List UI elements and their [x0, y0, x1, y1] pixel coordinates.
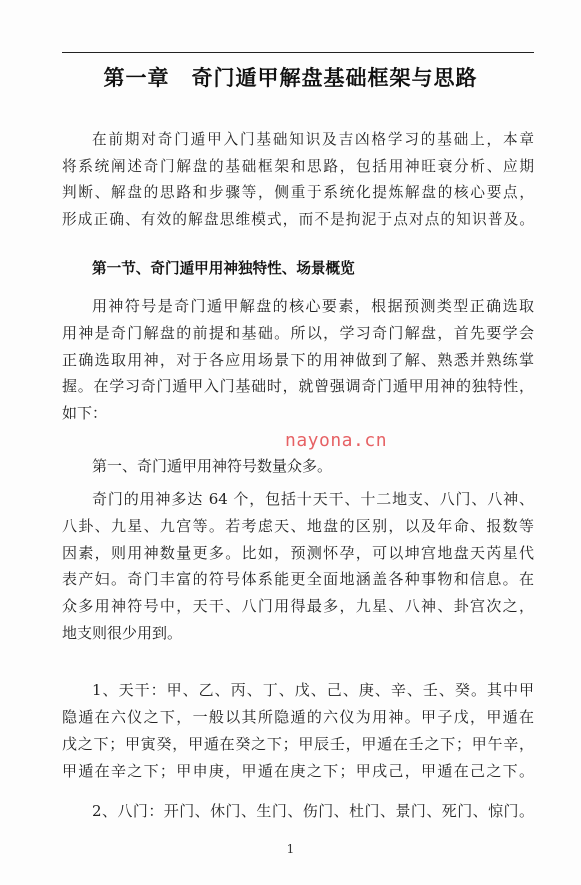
intro-line: 形成正确、有效的解盘思维模式，而不是拘泥于点对点的知识普及。 — [62, 210, 534, 228]
paragraph-line: 表产妇。奇门丰富的符号体系能更全面地涵盖各种事物和信息。在 — [62, 570, 534, 589]
paragraph-line: 隐遁在六仪之下，一般以其所隐遁的六仪为用神。甲子戊，甲遁在 — [62, 708, 534, 726]
paragraph-line: 地支则很少用到。 — [62, 623, 183, 642]
list-item-tiangan — [62, 677, 534, 785]
section-heading: 第一节、奇门遁甲用神独特性、场景概览 — [92, 260, 355, 277]
paragraph-line: 奇门的用神多达 64 个，包括十天干、十二地支、八门、八神、 — [92, 490, 534, 508]
header-rule — [62, 52, 534, 53]
paragraph-line: 八卦、九星、九宫等。若考虑天、地盘的区别，以及年命、报数等 — [62, 516, 534, 535]
paragraph-line: 用神是奇门解盘的前提和基础。所以，学习奇门解盘，首先要学会 — [62, 323, 534, 342]
paragraph-line: 如下： — [62, 404, 108, 423]
paragraph-line: 戊之下；甲寅癸，甲遁在癸之下；甲辰壬，甲遁在壬之下；甲午辛， — [62, 735, 534, 753]
paragraph-line: 甲遁在辛之下；甲申庚，甲遁在庚之下；甲戌己，甲遁在己之下。 — [62, 762, 534, 780]
paragraph-line: 用神符号是奇门遁甲解盘的核心要素，根据预测类型正确选取 — [92, 297, 534, 315]
sub-heading — [62, 453, 534, 480]
list-item-bamen — [62, 798, 534, 825]
intro-line: 在前期对奇门遁甲入门基础知识及吉凶格学习的基础上，本章 — [92, 131, 534, 148]
paragraph-line: 正确选取用神，对于各应用场景下的用神做到了解、熟悉并熟练掌 — [62, 350, 534, 369]
intro-line: 判断、解盘的思路和步骤等，侧重于系统化提炼解盘的核心要点， — [62, 184, 534, 201]
intro-paragraph — [62, 127, 534, 233]
paragraph-line: 2、八门：开门、休门、生门、伤门、杜门、景门、死门、惊门。 — [92, 802, 534, 820]
section-paragraph — [62, 293, 534, 427]
paragraph-line: 握。在学习奇门遁甲入门基础时，就曾强调奇门遁甲用神的独特性， — [62, 377, 534, 396]
paragraph-line: 1、天干：甲、乙、丙、丁、戊、己、庚、辛、壬、癸。其中甲 — [92, 681, 534, 699]
chapter-title: 第一章 奇门遁甲解盘基础框架与思路 — [103, 65, 478, 90]
intro-line: 将系统阐述奇门解盘的基础框架和思路，包括用神旺衰分析、应期 — [62, 157, 534, 175]
symbols-paragraph — [62, 486, 534, 647]
paragraph-line: 众多用神符号中，天干、八门用得最多，九星、八神、卦宫次之， — [62, 597, 534, 616]
paragraph-line: 因素，则用神数量更多。比如，预测怀孕，可以坤宫地盘天芮星代 — [62, 543, 534, 562]
page-number: 1 — [286, 842, 295, 856]
watermark-text: nayona.cn — [285, 430, 388, 451]
sub-heading-text: 第一、奇门遁甲用神符号数量众多。 — [92, 457, 333, 475]
